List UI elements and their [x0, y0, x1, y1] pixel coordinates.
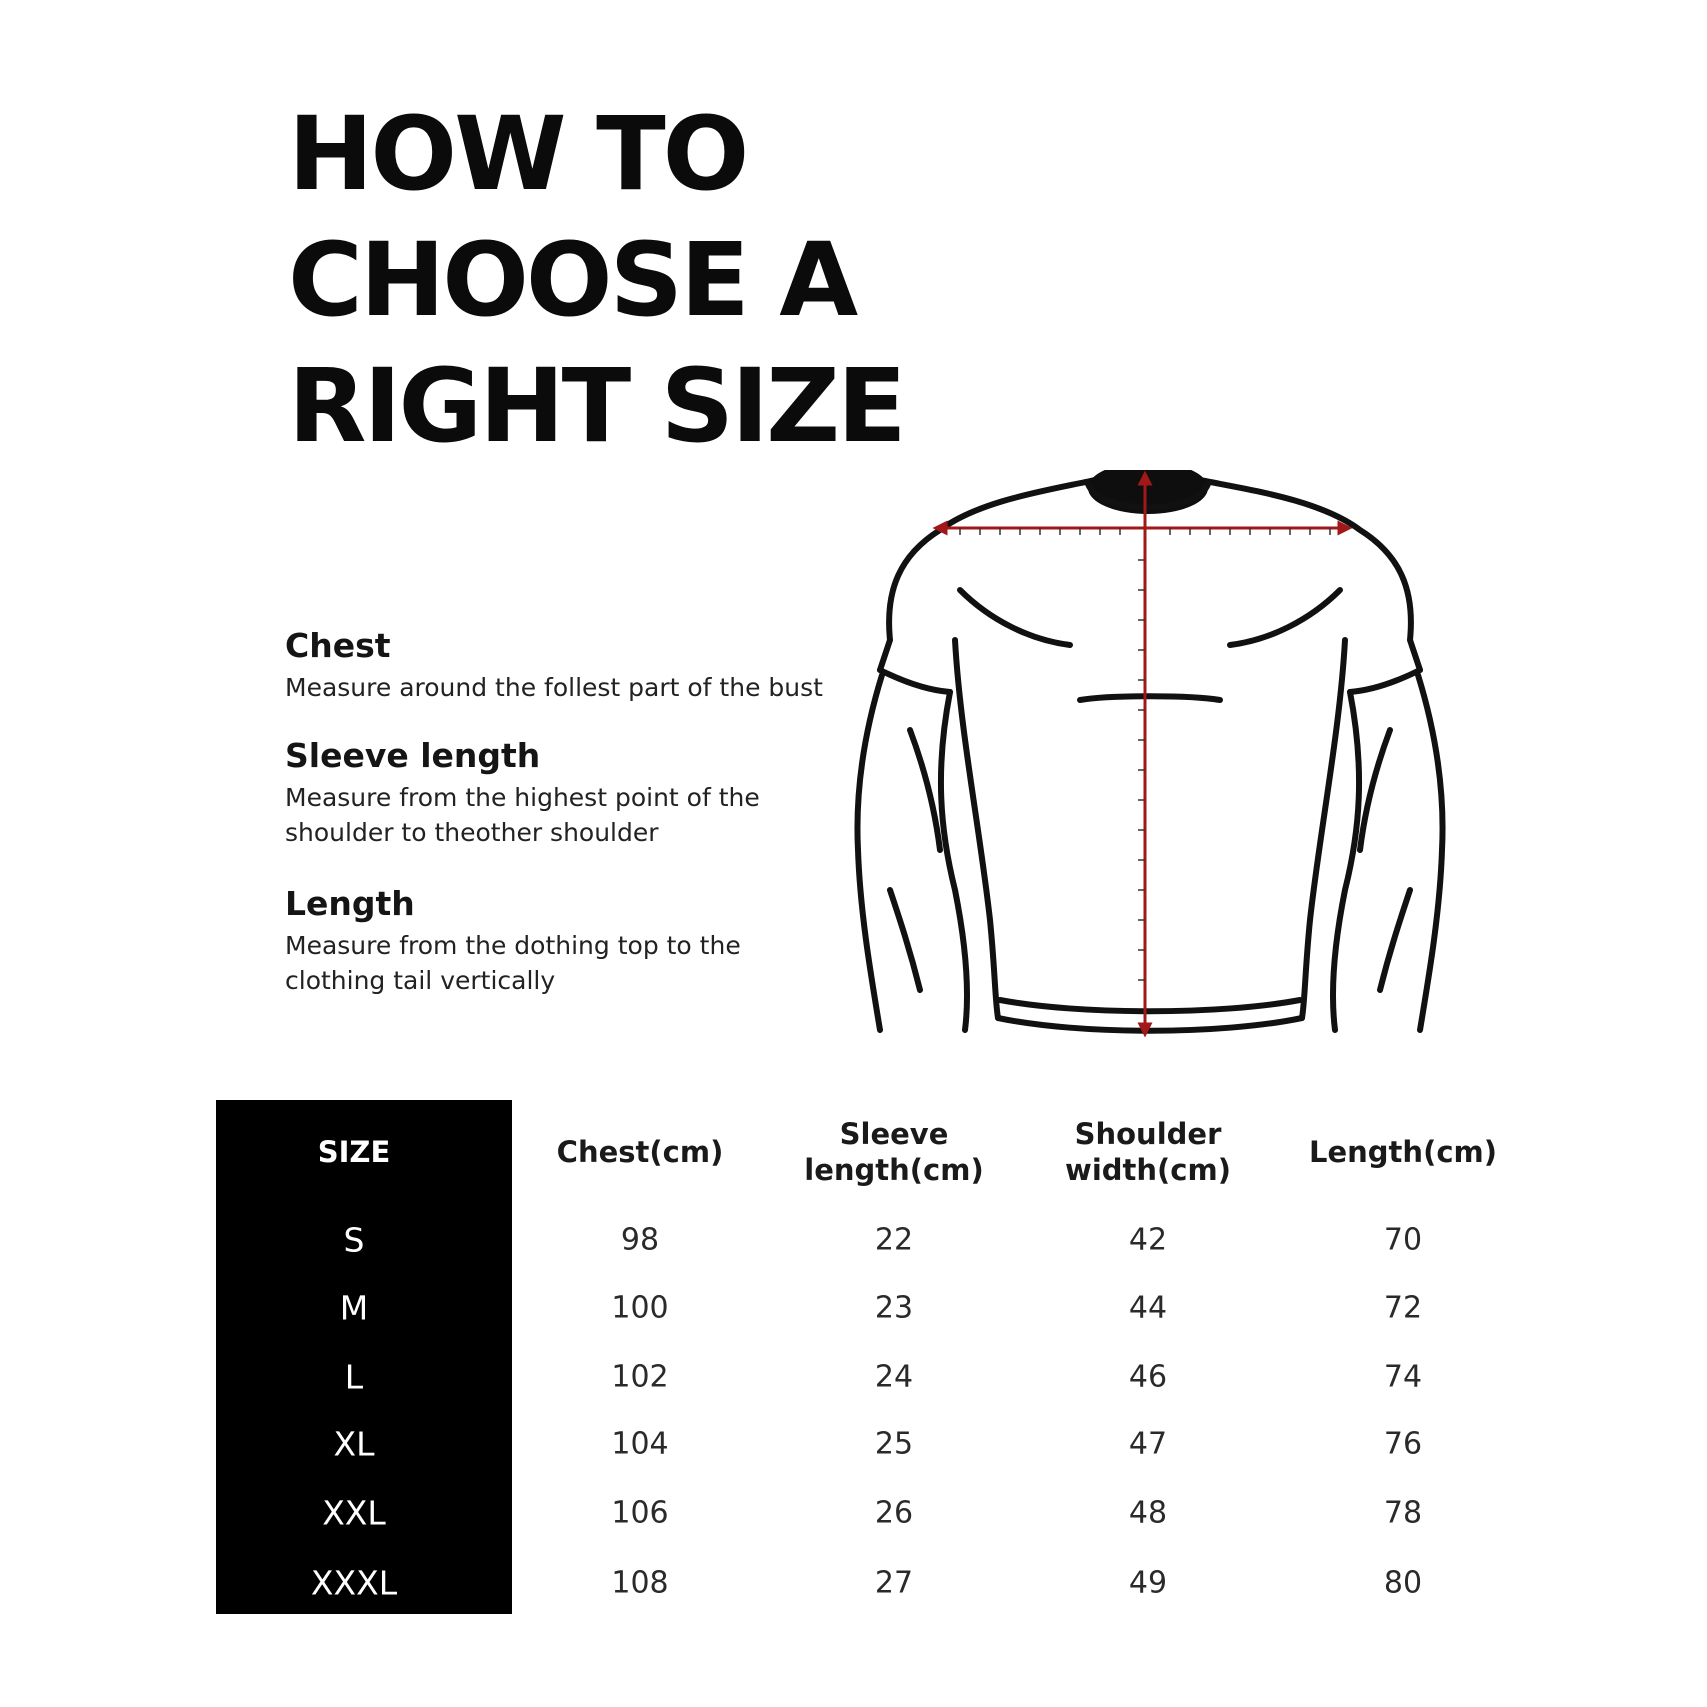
shoulder-cell: 44: [1128, 1290, 1168, 1326]
sleeve-cell: 25: [874, 1426, 914, 1462]
shoulder-cell: 42: [1128, 1222, 1168, 1258]
shirt-figure-icon: [840, 470, 1460, 1050]
guide-length: [285, 884, 845, 998]
shoulder-cell: 46: [1128, 1359, 1168, 1395]
guide-chest: [285, 626, 845, 705]
chest-cell: 106: [611, 1495, 669, 1531]
sleeve-cell: 26: [874, 1495, 914, 1531]
shoulder-cell: 47: [1128, 1426, 1168, 1462]
shoulder-cell: 48: [1128, 1495, 1168, 1531]
guide-text-line: Measure from the dothing top to the: [285, 931, 741, 960]
header-sleeve-length: [804, 1116, 983, 1188]
sleeve-cell: 24: [874, 1359, 914, 1395]
chest-cell: 100: [611, 1290, 669, 1326]
guide-text: Measure around the follest part of the bust: [285, 673, 823, 702]
guide-heading: Sleeve length: [285, 736, 541, 775]
length-cell: 70: [1383, 1222, 1423, 1258]
header-line: Sleeve: [839, 1117, 949, 1151]
title-line: RIGHT SIZE: [288, 347, 904, 466]
chest-cell: 108: [611, 1565, 669, 1601]
guide-heading: Length: [285, 884, 415, 923]
guide-text: [285, 780, 845, 850]
size-cell: M: [339, 1288, 369, 1328]
guide-text: [285, 928, 845, 998]
sleeve-cell: 27: [874, 1565, 914, 1601]
size-column-background: [216, 1100, 512, 1614]
guide-heading: Chest: [285, 626, 391, 665]
header-line: Shoulder: [1074, 1117, 1222, 1151]
header-chest: Chest(cm): [556, 1135, 724, 1169]
header-size: SIZE: [317, 1135, 391, 1169]
length-cell: 78: [1383, 1495, 1423, 1531]
length-cell: 80: [1383, 1565, 1423, 1601]
title-line: HOW TO: [288, 95, 747, 214]
size-cell: S: [343, 1220, 365, 1260]
shoulder-cell: 49: [1128, 1565, 1168, 1601]
size-cell: XXL: [322, 1493, 386, 1533]
guide-text-line: clothing tail vertically: [285, 966, 556, 995]
header-line: width(cm): [1065, 1153, 1231, 1187]
length-cell: 76: [1383, 1426, 1423, 1462]
size-cell: L: [344, 1357, 364, 1397]
sleeve-cell: 23: [874, 1290, 914, 1326]
chest-cell: 104: [611, 1426, 669, 1462]
header-line: length(cm): [804, 1153, 984, 1187]
header-length: Length(cm): [1309, 1135, 1497, 1169]
length-cell: 72: [1383, 1290, 1423, 1326]
length-cell: 74: [1383, 1359, 1423, 1395]
sleeve-cell: 22: [874, 1222, 914, 1258]
size-cell: XL: [333, 1424, 375, 1464]
header-shoulder-width: [1065, 1116, 1231, 1188]
chest-cell: 98: [620, 1222, 660, 1258]
title-line: CHOOSE A: [288, 221, 856, 340]
size-cell: XXXL: [310, 1563, 398, 1603]
guide-text-line: shoulder to theother shoulder: [285, 818, 659, 847]
guide-text-line: Measure from the highest point of the: [285, 783, 760, 812]
guide-sleeve-length: [285, 736, 845, 850]
page-title: [288, 92, 904, 470]
chest-cell: 102: [611, 1359, 669, 1395]
